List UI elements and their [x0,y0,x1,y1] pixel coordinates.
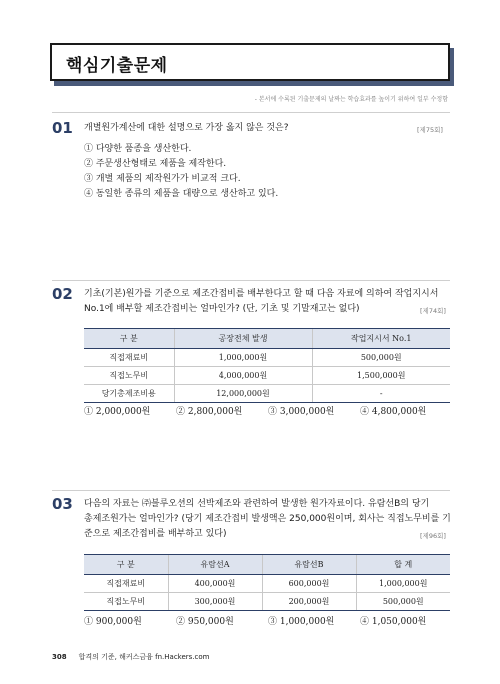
table-row [84,575,450,593]
q1-divider [52,112,450,113]
table-cell: 직접재료비 [84,349,174,367]
q3-number: 03 [52,495,73,513]
q1-option-4[interactable]: ④ 동일한 종류의 제품을 대량으로 생산하고 있다. [84,189,279,199]
q3-option-4[interactable]: ④ 1,050,000원 [360,617,427,627]
q2-option-2[interactable]: ② 2,800,000원 [176,407,243,417]
q3-question-line3: 준으로 제조간접비를 배부하고 있다) [84,529,227,539]
table-header: 구 분 [84,555,168,575]
q1-number: 01 [52,119,73,137]
table-cell: 당기총제조비용 [84,385,174,403]
table-row [84,385,450,403]
q2-option-4[interactable]: ④ 4,800,000원 [360,407,427,417]
q2-number: 02 [52,285,73,303]
q2-option-3[interactable]: ③ 3,000,000원 [268,407,335,417]
q2-options [84,404,452,417]
q2-divider [52,280,450,281]
table-header: 구 분 [84,329,174,349]
table-cell: 1,000,000원 [174,349,312,367]
table-header: 유람선B [262,555,356,575]
table-cell: 200,000원 [262,593,356,611]
table-cell: 500,000원 [356,593,450,611]
table-cell: 12,000,000원 [174,385,312,403]
q3-option-1[interactable]: ① 900,000원 [84,617,142,627]
table-cell: 직접노무비 [84,367,174,385]
q2-question-line1: 기초(기본)원가를 기준으로 제조간접비를 배부한다고 할 때 다음 자료에 의하여 작업지시서 [84,289,439,299]
table-row [84,349,450,367]
table-cell: 1,000,000원 [356,575,450,593]
q3-divider [52,490,450,491]
table-cell: 500,000원 [312,349,450,367]
q3-option-2[interactable]: ② 950,000원 [176,617,234,627]
q1-option-2[interactable]: ② 주문생산형태로 제품을 제작한다. [84,159,227,169]
table-cell: 400,000원 [168,575,262,593]
table-header: 공장전체 발생 [174,329,312,349]
q1-ref: [제75회] [417,126,443,134]
q2-table [84,328,450,403]
table-header: 유람선A [168,555,262,575]
q3-ref: [제96회] [420,532,446,540]
header-note: - 본서에 수록된 기출문제의 날짜는 학습효과를 높이기 위하여 일부 수정함 [254,96,448,103]
table-header-row [84,555,450,575]
q3-option-3[interactable]: ③ 1,000,000원 [268,617,335,627]
table-cell: 300,000원 [168,593,262,611]
q1-option-3[interactable]: ③ 개별 제품의 제작원가가 비교적 크다. [84,174,241,184]
q3-table [84,554,450,611]
footer-text: 합격의 기준, 해커스금융 fn.Hackers.com [78,653,210,661]
q3-question-line1: 다음의 자료는 ㈜블루오션의 선박제조와 관련하여 발생한 원가자료이다. 유람선B의 당기 [84,499,430,509]
table-cell: 600,000원 [262,575,356,593]
q1-option-1[interactable]: ① 다양한 품종을 생산한다. [84,144,192,154]
page-footer [52,652,209,662]
table-row [84,367,450,385]
table-cell: 1,500,000원 [312,367,450,385]
q2-question-line2: No.1에 배부할 제조간접비는 얼마인가? (단, 기초 및 기말재고는 없다) [84,304,360,314]
q3-question-line2: 총제조원가는 얼마인가? (당기 제조간접비 발생액은 250,000원이며, 회사는 직접노무비를 기 [84,514,451,524]
page-number: 308 [52,653,67,661]
table-cell: 직접재료비 [84,575,168,593]
table-header: 합 계 [356,555,450,575]
section-title: 핵심기출문제 [66,56,168,76]
q3-options [84,614,452,627]
q2-ref: [제74회] [420,307,446,315]
q1-question: 개별원가계산에 대한 설명으로 가장 옳지 않은 것은? [84,123,289,133]
table-cell: 4,000,000원 [174,367,312,385]
q1-options [84,142,278,202]
table-header: 작업지시서 No.1 [312,329,450,349]
table-cell: - [312,385,450,403]
q2-option-1[interactable]: ① 2,000,000원 [84,407,151,417]
table-header-row [84,329,450,349]
table-row [84,593,450,611]
table-cell: 직접노무비 [84,593,168,611]
section-header [50,43,450,81]
